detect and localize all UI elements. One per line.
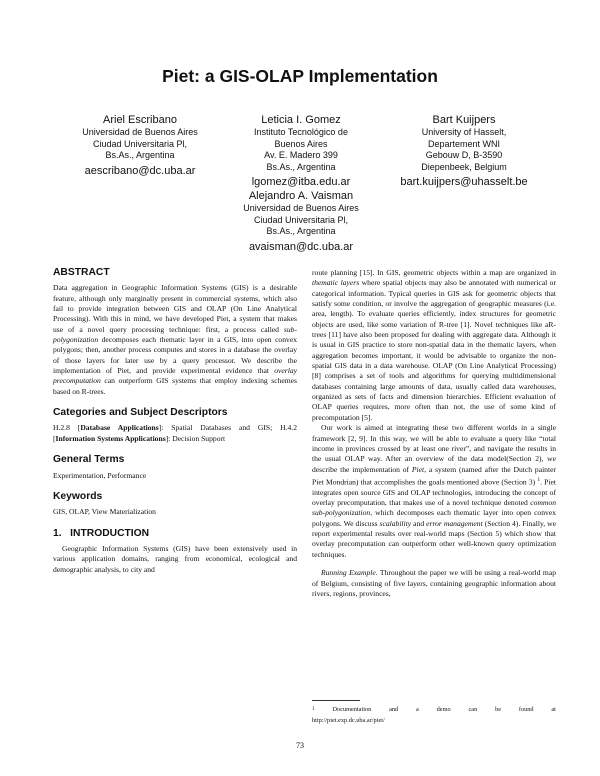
running-example-paragraph: Running Example. Throughout the paper we will be using a real-world map of Belgium, consisting of five layers, containing geographic information about rivers, regions, provinces, bbox=[312, 568, 556, 598]
author-affiliation: Gebouw D, B-3590 bbox=[425, 150, 503, 160]
introduction-paragraph: Geographic Information Systems (GIS) have been extensively used in various application domains, ranging from economical, ecological and demographic analysis, to city and bbox=[53, 543, 297, 574]
footnote: $^1$ Documentation and a demo can be found at http://piet.exp.dc.uba.ar/piet/ bbox=[312, 706, 556, 725]
author-email: lgomez@itba.edu.ar bbox=[251, 176, 351, 188]
author-affiliation: Ciudad Universitaria Pl, bbox=[253, 214, 349, 225]
footnote-mark: 1 bbox=[312, 706, 315, 712]
author-email: bart.kuijpers@uhasselt.be bbox=[400, 176, 528, 188]
author-affiliation: Universidad de Buenos Aires bbox=[243, 203, 359, 213]
author-name: Ariel Escribano bbox=[103, 114, 177, 126]
author-block bbox=[226, 190, 376, 253]
general-terms-heading: General Terms bbox=[53, 454, 125, 466]
page-number: 73 bbox=[296, 741, 304, 750]
footnote-rule bbox=[312, 700, 360, 701]
author-affiliation: Bs.As., Argentina bbox=[266, 161, 336, 172]
author-affiliation: Ciudad Universitaria Pl, bbox=[92, 138, 188, 149]
author-affiliation: University of Hasselt, bbox=[421, 127, 507, 137]
author-block bbox=[382, 114, 546, 189]
keywords-heading: Keywords bbox=[53, 490, 103, 502]
footnote-marker: 1 bbox=[537, 476, 541, 483]
author-affiliation: Universidad de Buenos Aires bbox=[82, 127, 198, 137]
body-paragraph: Our work is aimed at integrating these two different worlds in a single framework [2, 9]. In this way, we will be able to evaluate a query like “total income in provinces crossed by at least one river”, and navigate the results in the usual OLAP way. After an overview of the data model(Section 2), we describe the implementation of Piet, a system (named after the Dutch painter Piet Mondrian) that accomplishes the goals mentioned above (Section 3) $^1$. Piet integrates open source GIS and OLAP technologies, introducing the concept of overlay precomputation, that makes use of a novel technique denoted common sub-polygonization, which decomposes each thematic layer into open convex polygons. We discuss scalability and error management (Section 4). Finally, we report experimental results over real-world maps (Section 5) which show that overlay precomputation can outperform other well-known query optimization techniques. bbox=[312, 423, 557, 559]
author-affiliation: Diepenbeek, Belgium bbox=[421, 161, 507, 172]
keywords-text: GIS, OLAP, View Materialization bbox=[53, 507, 156, 517]
footnote-url[interactable]: http://piet.exp.dc.uba.ar/piet/ bbox=[312, 717, 385, 725]
general-terms-text: Experimentation, Performance bbox=[53, 470, 147, 480]
author-email: aescribano@dc.uba.ar bbox=[84, 164, 196, 177]
introduction-heading: 1. INTRODUCTION bbox=[53, 527, 150, 539]
author-name: Bart Kuijpers bbox=[432, 114, 496, 126]
author-block bbox=[65, 114, 215, 177]
author-affiliation: Bs.As., Argentina bbox=[105, 150, 175, 160]
author-affiliation: Departement WNI bbox=[427, 138, 501, 149]
categories-text: H.2.8 [Database Applications]: Spatial Databases and GIS; H.4.2 [Information Systems Applications]: Decision Support bbox=[53, 423, 297, 443]
categories-heading: Categories and Subject Descriptors bbox=[53, 407, 228, 419]
author-name: Leticia I. Gomez bbox=[261, 114, 341, 126]
abstract-heading: ABSTRACT bbox=[53, 267, 110, 278]
body-paragraph: route planning [15]. In GIS, geometric objects within a map are organized in thematic layers where spatial objects may also be annotated with numerical or categorical information. Typical queries in GIS ask for geometric objects that satisfy some condition, or involve the aggregation of geographic measures (i.e. area, length). To evaluate queries efficiently, index structures for geometric objects are used, like some variation of R-tree [1]. Novel techniques like aR-trees [11] have also been proposed for dealing with aggregate data. Although it is usual in GIS practice to store non-spatial data in the thematic layers, when aggregation becomes important, it would be advisable to organize the non-spatial GIS data in a data warehouse. OLAP (On Line Analytical Processing) [8] comprises a set of tools and algorithms for querying multidimensional databases containing large amounts of data, usually called data warehouses, organized as sets of facts and dimension hierarchies. Efficient evaluation of OLAP queries requires, more often than not, the use of some kind of precomputation [5]. bbox=[312, 268, 556, 422]
right-column bbox=[312, 268, 556, 599]
author-affiliation: Instituto Tecnológico de bbox=[254, 127, 348, 137]
paper-title: Piet: a GIS-OLAP Implementation bbox=[162, 66, 438, 86]
author-email: avaisman@dc.uba.ar bbox=[248, 240, 354, 253]
abstract-paragraph: Data aggregation in Geographic Information Systems (GIS) is a desirable feature, although only marginally present in commercial systems, which also fail to provide integration between GIS and OLAP (On Line Analytical Processing). With this in mind, we have developed Piet, a system that makes use of a novel query processing technique: first, a process called sub-polygonization decomposes each thematic layer in a GIS, into open convex polygons; then, another process computes and stores in a database the overlay of those layers for later use by a query processor. We describe the implementation of Piet, and provide experimental evidence that overlay precomputation can outperform GIS systems that employ indexing schemes based on R-trees. bbox=[53, 283, 297, 396]
left-column bbox=[53, 268, 297, 575]
author-block bbox=[226, 114, 376, 189]
author-affiliation: Av. E. Madero 399 bbox=[264, 150, 338, 160]
author-affiliation: Buenos Aires bbox=[274, 138, 328, 149]
author-affiliation: Bs.As., Argentina bbox=[266, 226, 336, 236]
author-name: Alejandro A. Vaisman bbox=[248, 190, 354, 202]
